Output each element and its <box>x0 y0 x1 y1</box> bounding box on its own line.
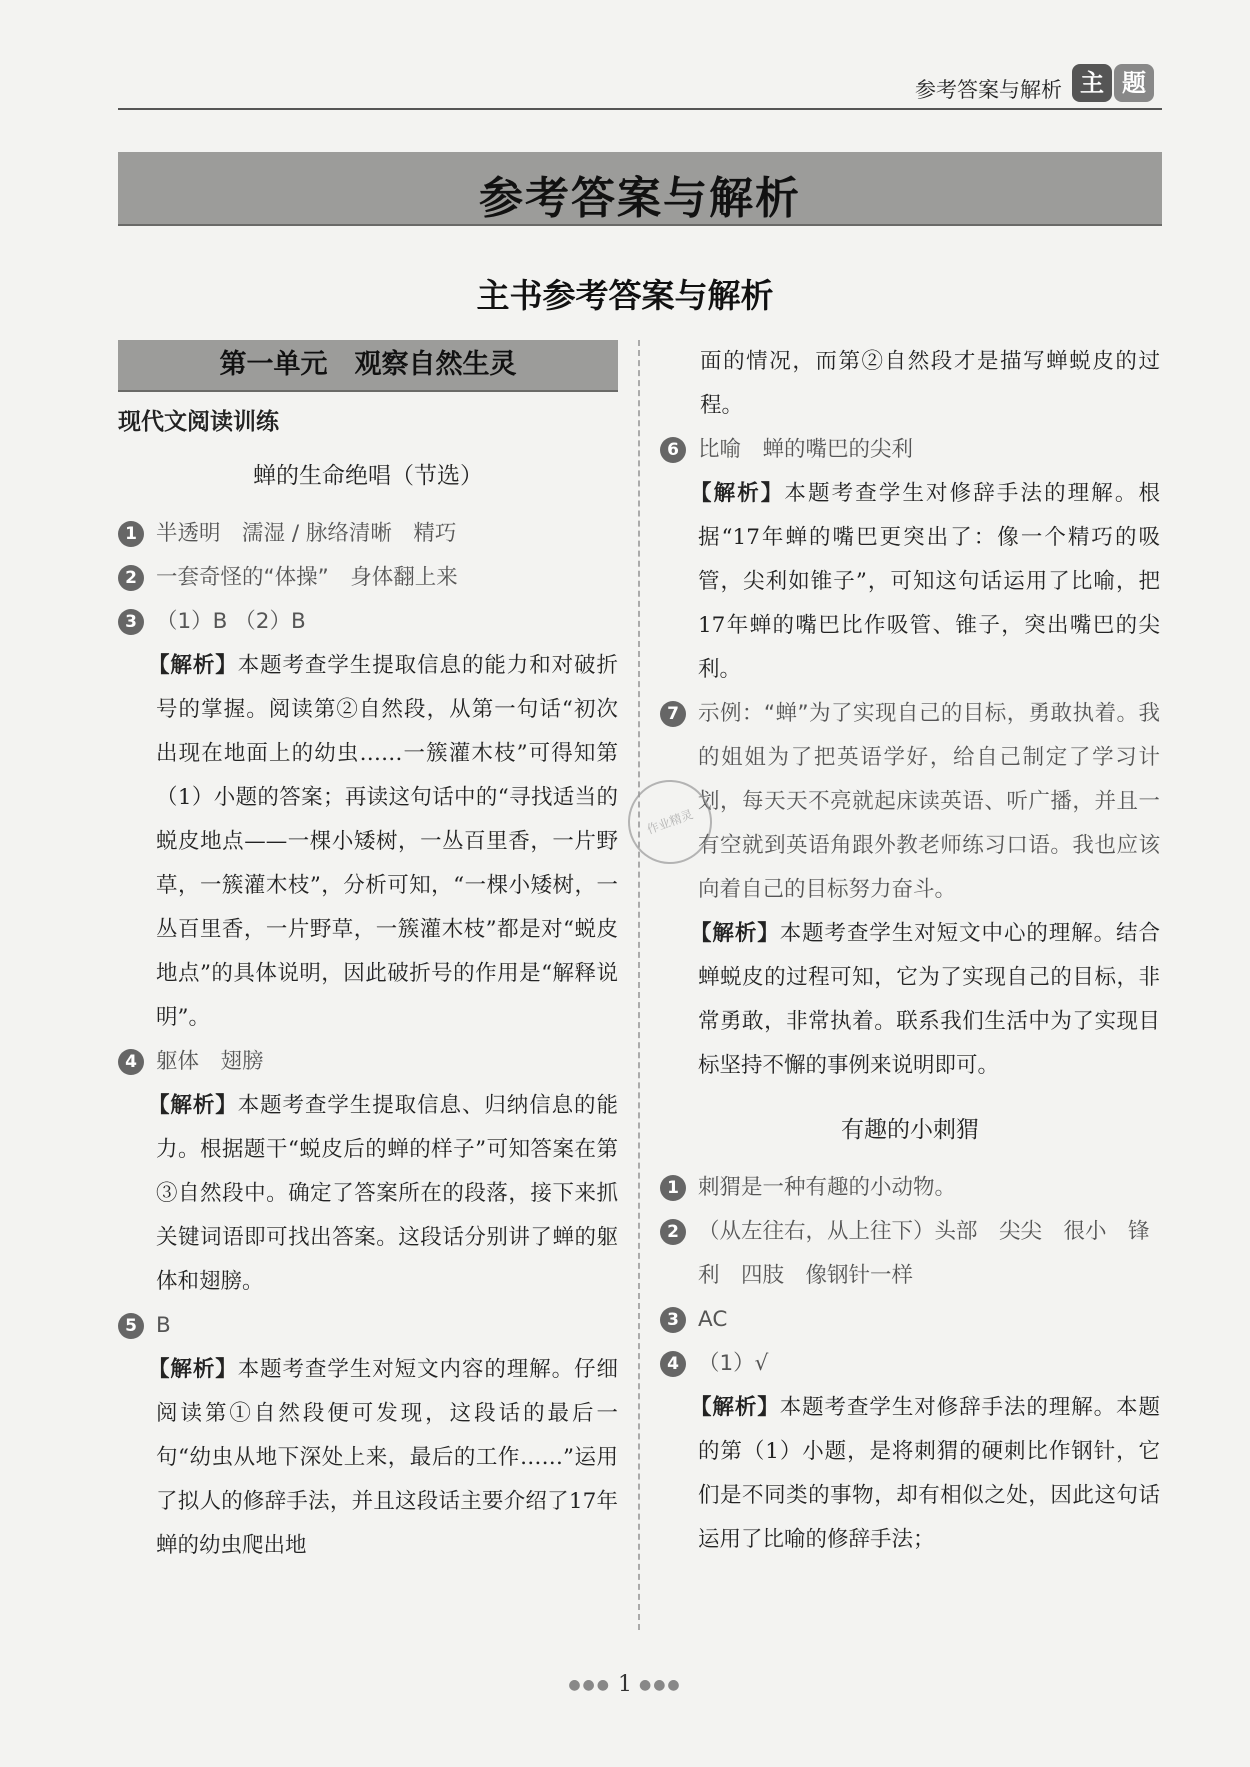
question-number-icon: 1 <box>118 521 144 547</box>
answer-text: 比喻 蝉的嘴巴的尖利 <box>698 437 914 462</box>
badge-char-1: 主 <box>1072 64 1112 102</box>
answer-item <box>118 1304 618 1348</box>
answer-text: 示例：“蝉”为了实现自己的目标，勇敢执着。我的姐姐为了把英语学好，给自己制定了学习计划，每天天不亮就起床读英语、听广播，并且一有空就到英语角跟外教老师练习口语。我也应该向着自己的目标努力奋斗。 <box>698 701 1160 902</box>
answer-text: （1）√ <box>698 1351 769 1376</box>
explanation <box>660 1386 1160 1562</box>
badge-char-2: 题 <box>1114 64 1154 102</box>
answer-text: AC <box>698 1307 728 1332</box>
answer-item <box>118 1040 618 1084</box>
answer-text: （1）B （2）B <box>156 609 306 634</box>
answer-text: （从左往右，从上往下）头部 尖尖 很小 锋利 四肢 像钢针一样 <box>698 1219 1150 1288</box>
explanation-text: 本题考查学生提取信息、归纳信息的能力。根据题干“蜕皮后的蝉的样子”可知答案在第③自然段中。确定了答案所在的段落，接下来抓关键词语即可找出答案。这段话分别讲了蝉的躯体和翅膀。 <box>156 1093 618 1294</box>
explanation-tag: 【解析】 <box>690 1395 780 1420</box>
explanation-text: 本题考查学生对短文内容的理解。仔细阅读第①自然段便可发现，这段话的最后一句“幼虫从地下深处上来，最后的工作……”运用了拟人的修辞手法，并且这段话主要介绍了17年蝉的幼虫爬出地 <box>156 1357 618 1558</box>
answer-item <box>660 1298 1160 1342</box>
right-column <box>660 340 1160 1562</box>
answer-text: 一套奇怪的“体操” 身体翻上来 <box>156 565 458 590</box>
question-number-icon: 5 <box>118 1313 144 1339</box>
running-header <box>118 60 1162 110</box>
running-title: 参考答案与解析 <box>915 78 1062 102</box>
section-heading: 现代文阅读训练 <box>118 409 279 435</box>
explanation-tag: 【解析】 <box>148 1357 238 1382</box>
footer-dots-icon: ●●● <box>568 1677 611 1693</box>
explanation-text: 本题考查学生对修辞手法的理解。根据“17年蝉的嘴巴更突出了：像一个精巧的吸管，尖利如锥子”，可知这句话运用了比喻，把17年蝉的嘴巴比作吸管、锥子，突出嘴巴的尖利。 <box>698 481 1160 682</box>
unit-title: 第一单元 观察自然生灵 <box>219 349 517 380</box>
page-number: 1 <box>618 1672 632 1697</box>
answer-text: 躯体 翅膀 <box>156 1049 264 1074</box>
question-number-icon: 4 <box>660 1351 686 1377</box>
topic-badge <box>1072 64 1154 102</box>
explanation <box>660 472 1160 692</box>
footer-dots-icon: ●●● <box>639 1677 682 1693</box>
answer-item <box>118 512 618 556</box>
page-title: 参考答案与解析 <box>479 173 801 224</box>
question-number-icon: 2 <box>118 565 144 591</box>
question-number-icon: 7 <box>660 701 686 727</box>
watermark-stamp-icon: 作业精灵 <box>616 768 724 876</box>
explanation <box>660 912 1160 1088</box>
answer-item <box>660 1166 1160 1210</box>
answer-item <box>118 556 618 600</box>
explanation-tag: 【解析】 <box>690 481 785 506</box>
title-banner <box>118 152 1162 226</box>
answer-item <box>660 692 1160 912</box>
unit-banner <box>118 340 618 392</box>
answer-text: B <box>156 1313 171 1338</box>
article-title: 有趣的小刺猬 <box>841 1117 979 1143</box>
explanation-tag: 【解析】 <box>148 653 238 678</box>
answer-item <box>660 1210 1160 1298</box>
answer-text: 半透明 濡湿 / 脉络清晰 精巧 <box>156 521 457 546</box>
explanation-text: 本题考查学生对修辞手法的理解。本题的第（1）小题，是将刺猬的硬刺比作钢针，它们是不同类的事物，却有相似之处，因此这句话运用了比喻的修辞手法； <box>698 1395 1160 1552</box>
question-number-icon: 6 <box>660 437 686 463</box>
answer-item <box>660 428 1160 472</box>
explanation-text: 本题考查学生提取信息的能力和对破折号的掌握。阅读第②自然段，从第一句话“初次出现在地面上的幼虫……一簇灌木枝”可得知第（1）小题的答案；再读这句话中的“寻找适当的蜕皮地点——一棵小矮树，一丛百里香，一片野草，一簇灌木枝”，分析可知，“一棵小矮树，一丛百里香，一片野草，一簇灌木枝”都是对“蜕皮地点”的具体说明，因此破折号的作用是“解释说明”。 <box>156 653 618 1030</box>
continued-text: 面的情况，而第②自然段才是描写蝉蜕皮的过程。 <box>700 349 1160 418</box>
explanation <box>118 1084 618 1304</box>
page-subtitle: 主书参考答案与解析 <box>476 276 774 315</box>
column-divider <box>638 340 640 1630</box>
explanation <box>118 1348 618 1568</box>
question-number-icon: 2 <box>660 1219 686 1245</box>
left-column <box>118 340 618 1568</box>
explanation-tag: 【解析】 <box>148 1093 238 1118</box>
answer-item <box>660 1342 1160 1386</box>
question-number-icon: 3 <box>118 609 144 635</box>
answer-item <box>118 600 618 644</box>
explanation-tag: 【解析】 <box>690 921 780 946</box>
explanation <box>118 644 618 1040</box>
question-number-icon: 1 <box>660 1175 686 1201</box>
page-footer <box>0 1672 1250 1697</box>
article-title: 蝉的生命绝唱（节选） <box>253 463 483 489</box>
answer-text: 刺猬是一种有趣的小动物。 <box>698 1175 957 1200</box>
explanation-text: 本题考查学生对短文中心的理解。结合蝉蜕皮的过程可知，它为了实现自己的目标，非常勇敢，非常执着。联系我们生活中为了实现目标坚持不懈的事例来说明即可。 <box>698 921 1160 1078</box>
question-number-icon: 4 <box>118 1049 144 1075</box>
question-number-icon: 3 <box>660 1307 686 1333</box>
